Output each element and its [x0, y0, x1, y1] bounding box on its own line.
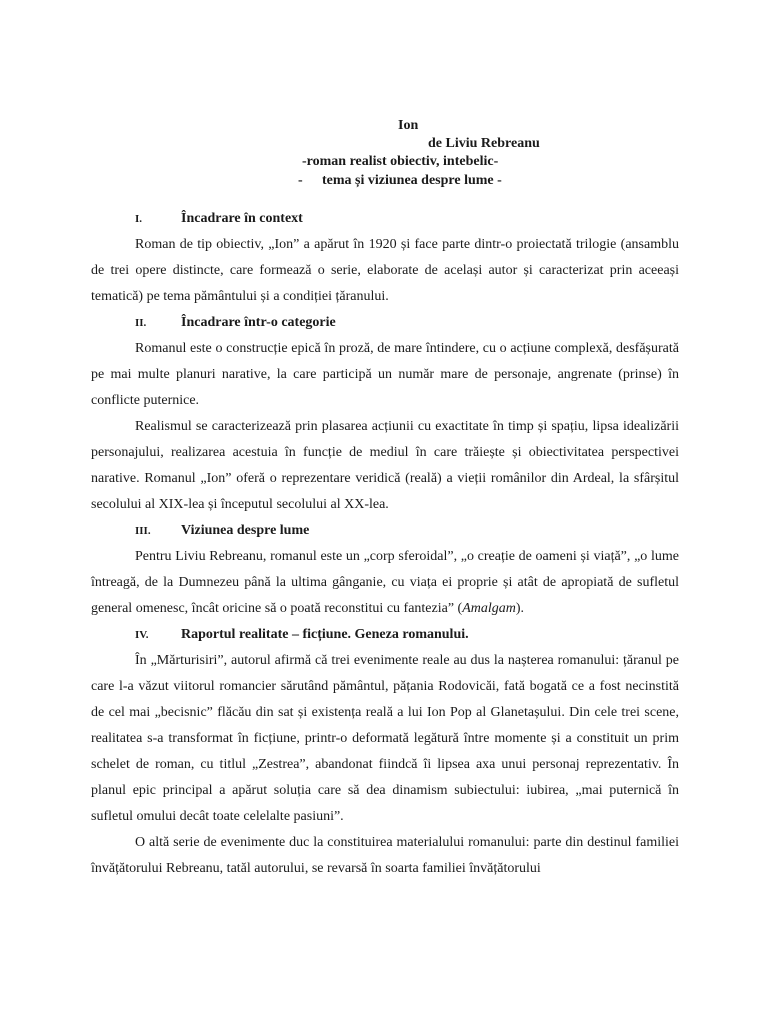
paragraph: În „Mărturisiri”, autorul afirmă că trei evenimente reale au dus la nașterea romanului: țăranul pe care l-a văzut viitorul romancier sărutând pământul, pățania Rodovicăi, fată bogată ce a fost necinstită de cel mai „becisnic” flăcău din sat și existența reală a lui Ion Pop al Glanetașului. Din cele trei scene, realitatea s-a transformat în ficțiune, printr-o deformată legătură între momente și a constituit un prim schelet de roman, cu titlul „Zestrea”, abandonat fiindcă îi lipsea axa unui personaj reprezentativ. În planul epic principal a apărut soluția care să dea dinamism subiectului: iubirea, „mai puternică în sufletul omului decât toate celelalte pasiuni”.: [91, 653, 679, 824]
section-heading: [91, 310, 679, 336]
section-heading: [91, 622, 679, 648]
document-title: Ion: [398, 118, 419, 133]
section-title: Raportul realitate – ficțiune. Geneza romanului.: [181, 627, 469, 642]
section-title: Încadrare în context: [181, 211, 303, 226]
paragraph: Romanul este o construcție epică în proză, de mare întindere, cu o acțiune complexă, desfășurată pe mai multe planuri narative, la care participă un număr mare de personaje, angrenate (prinse) în conflicte puternice.: [91, 341, 679, 408]
document-subtitle: -roman realist obiectiv, intebelic-: [302, 154, 499, 169]
theme-dash: -: [298, 173, 303, 188]
section-heading: [91, 206, 679, 232]
document-body: [91, 206, 679, 882]
section-number: I.: [135, 213, 143, 225]
section-number: IV.: [135, 629, 149, 641]
section-heading: [91, 518, 679, 544]
section-title: Viziunea despre lume: [181, 523, 310, 538]
document-theme: [298, 172, 502, 190]
section-number: II.: [135, 317, 147, 329]
document-author: de Liviu Rebreanu: [428, 136, 540, 151]
paragraph: Roman de tip obiectiv, „Ion” a apărut în 1920 și face parte dintr-o proiectată trilogie (ansamblu de trei opere distincte, care formează o serie, elaborate de același autor și caracterizat prin aceeași tematică) pe tema pământului și a condiției țăranului.: [91, 237, 679, 304]
theme-text: tema și viziunea despre lume -: [322, 173, 502, 188]
section-title: Încadrare într-o categorie: [181, 315, 336, 330]
paragraph-text: Pentru Liviu Rebreanu, romanul este un „corp sferoidal”, „o creație de oameni și viață”, „o lume întreagă, de la Dumnezeu până la ultima gânganie, cu viața ei proprie și atât de apropiată de sufletul general omenesc, încât oricine să o poată reconstitui cu fantezia” (: [91, 549, 679, 616]
paragraph: [91, 544, 679, 622]
section-number: III.: [135, 525, 151, 537]
paragraph-text: ).: [515, 601, 525, 616]
work-title-italic: Amalgam: [462, 601, 516, 616]
paragraph: Realismul se caracterizează prin plasarea acțiunii cu exactitate în timp și spațiu, lipsa idealizării personajului, realizarea acestuia în funcție de mediul în care trăiește și obiectivitatea perspectivei narative. Romanul „Ion” oferă o reprezentare veridică (reală) a vieții românilor din Ardeal, la sfârșitul secolului al XIX-lea și începutul secolului al XX-lea.: [91, 419, 679, 512]
paragraph: O altă serie de evenimente duc la constituirea materialului romanului: parte din destinul familiei învățătorului Rebreanu, tatăl autorului, se revarsă în soarta familiei învățătorului: [91, 835, 679, 876]
